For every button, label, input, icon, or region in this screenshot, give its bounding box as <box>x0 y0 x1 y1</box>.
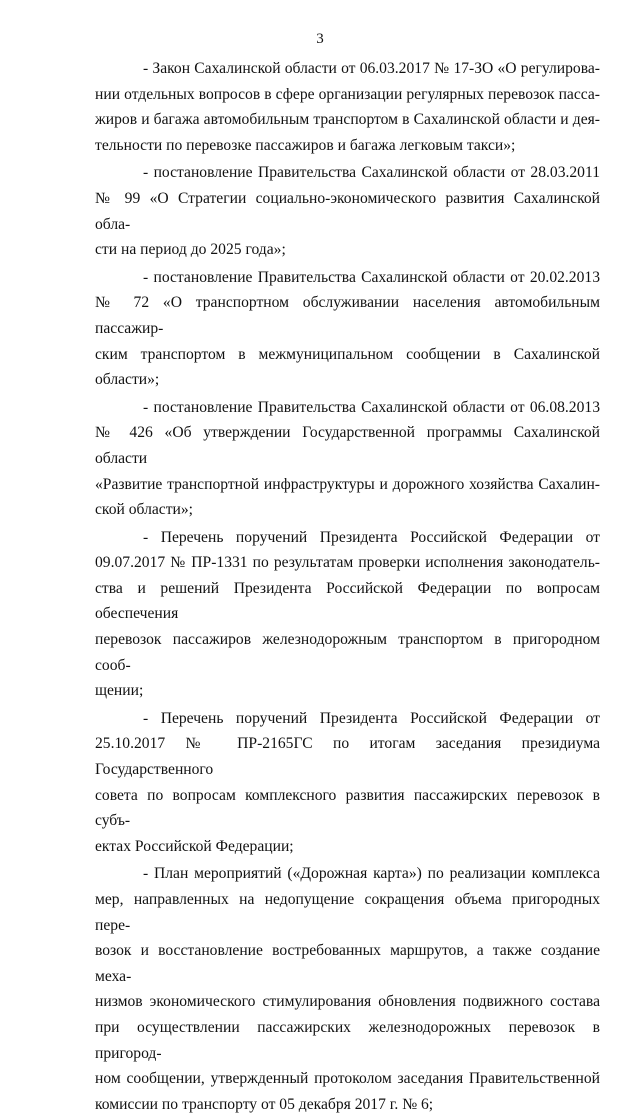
paragraph-resolution-72 <box>95 265 600 393</box>
text-line: совета по вопросам комплексного развития пассажирских перевозок в субъ- <box>95 786 600 830</box>
text-line: ской области»; <box>95 501 194 519</box>
text-line: 09.07.2017 № ПР-1331 по результатам проверки исполнения законодатель- <box>95 554 600 572</box>
text-line: ном сообщении, утвержденный протоколом заседания Правительственной <box>95 1070 600 1088</box>
text-line: - постановление Правительства Сахалинской области от 06.08.2013 <box>143 398 600 416</box>
text-line: - План мероприятий («Дорожная карта») по реализации комплекса <box>143 865 600 883</box>
paragraph-law-17-zo <box>95 56 600 158</box>
text-line: «Развитие транспортной инфраструктуры и дорожного хозяйства Сахалин- <box>95 475 600 493</box>
text-line: ектах Российской Федерации; <box>95 837 294 855</box>
text-line: мер, направленных на недопущение сокращения объема пригородных пере- <box>95 891 600 934</box>
text-line: сти на период до 2025 года»; <box>95 241 286 259</box>
paragraph-resolution-426 <box>95 395 600 523</box>
text-line: - постановление Правительства Сахалинской области от 28.03.2011 <box>143 164 600 182</box>
text-line: 25.10.2017 № ПР-2165ГС по итогам заседания президиума Государственного <box>95 735 600 779</box>
paragraph-president-list-2165 <box>95 706 600 860</box>
text-line: - Перечень поручений Президента Российской Федерации от <box>143 709 600 727</box>
text-line: возок и восстановление востребованных маршрутов, а также создание меха- <box>95 942 600 985</box>
text-line: № 99 «О Стратегии социально-экономического развития Сахалинской обла- <box>95 189 600 233</box>
paragraph-resolution-99 <box>95 160 600 262</box>
document-body <box>95 56 600 1117</box>
paragraph-president-list-1331 <box>95 525 600 704</box>
text-line: тельности по перевозке пассажиров и багажа легковым такси»; <box>95 136 516 154</box>
text-line: комиссии по транспорту от 05 декабря 2017 г. № 6; <box>95 1095 434 1113</box>
page-number: 3 <box>316 31 324 47</box>
text-line: № 72 «О транспортном обслуживании населения автомобильным пассажир- <box>95 294 600 337</box>
text-line: - Закон Сахалинской области от 06.03.2017 № 17-ЗО «О регулирова- <box>143 60 600 77</box>
text-line: ским транспортом в межмуниципальном сообщении в Сахалинской области»; <box>95 345 600 389</box>
text-line: щении; <box>95 682 144 700</box>
text-line: - постановление Правительства Сахалинской области от 20.02.2013 <box>143 268 600 286</box>
text-line: ства и решений Президента Российской Федерации по вопросам обеспечения <box>95 579 600 623</box>
text-line: № 426 «Об утверждении Государственной программы Сахалинской области <box>95 424 600 467</box>
paragraph-roadmap-plan <box>95 861 600 1117</box>
text-line: при осуществлении пассажирских железнодорожных перевозок в пригород- <box>95 1018 600 1062</box>
text-line: низмов экономического стимулирования обновления подвижного состава <box>95 993 600 1011</box>
text-line: перевозок пассажиров железнодорожным транспортом в пригородном сооб- <box>95 631 600 674</box>
text-line: жиров и багажа автомобильным транспортом в Сахалинской области и дея- <box>95 111 600 129</box>
text-line: нии отдельных вопросов в сфере организации регулярных перевозок пасса- <box>95 85 600 103</box>
text-line: - Перечень поручений Президента Российской Федерации от <box>143 528 600 546</box>
